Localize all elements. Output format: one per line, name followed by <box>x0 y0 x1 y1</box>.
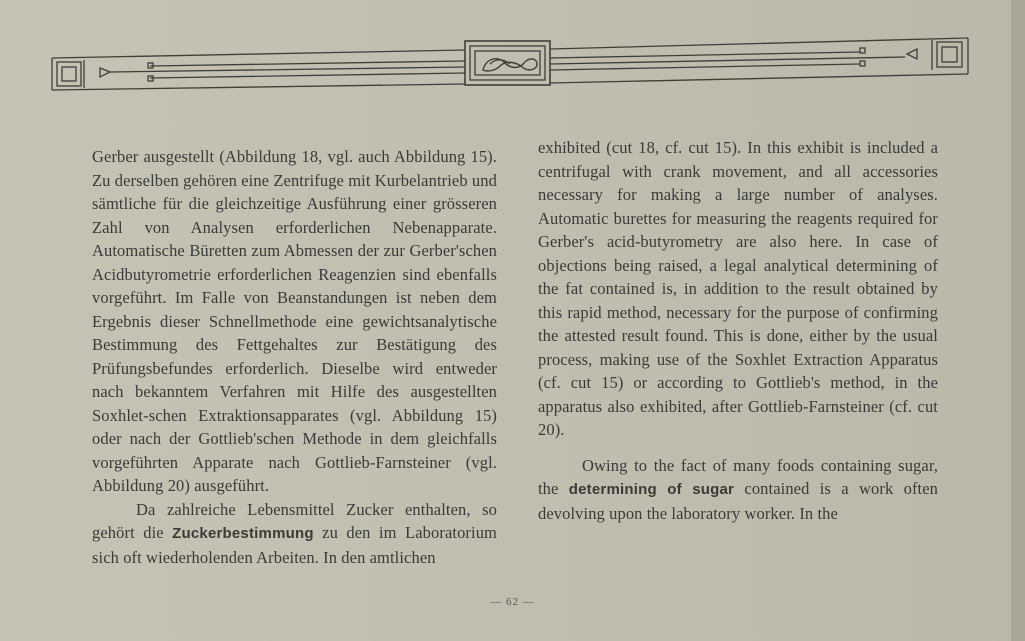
german-paragraph-2: Da zahlreiche Lebensmittel Zucker enthalten, so gehört die Zuckerbestimmung zu den im Laboratorium sich oft wiederholenden Arbeiten. In den amtlichen <box>92 499 497 567</box>
german-paragraph-1: Gerber ausgestellt (Abbildung 18, vgl. auch Abbildung 15). Zu derselben gehören eine Zentrifuge mit Kurbelantrieb und sämtliche für die gleichzeitige Ausführung einer grösseren Zahl von Analysen erforderlichen Nebenapparate. Automatische Büretten zum Abmessen der zur Gerber'schen Acidbutyrometrie erforderlichen Reagenzien sind ebenfalls vorgeführt. Im Falle von Beanstandungen ist neben dem Ergebnis dieser Schnellmethode eine gewichtsanalytische Bestimmung des Fettgehaltes zur Bestätigung des Prüfungsbefundes erforderlich. Dieselbe wird entweder nach bekanntem Verfahren mit Hilfe des ausgestellten Soxhlet-schen Extraktionsapparates (vgl. Abbildung 15) oder nach der Gottlieb'schen Methode in dem gleichfalls vorgeführten Apparate nach Gottlieb-Farnsteiner (vgl. Abbildung 20) ausgeführt. <box>92 147 497 495</box>
german-text-column <box>92 145 497 569</box>
english-bold-term: determining of sugar <box>568 481 735 498</box>
english-text-column <box>538 136 938 525</box>
page-number: — 62 — <box>490 596 535 608</box>
german-bold-term: Zuckerbestimmung <box>172 525 314 542</box>
header-ornament <box>0 0 1025 110</box>
english-paragraph-1: exhibited (cut 18, cf. cut 15). In this exhibit is included a centrifugal with crank movement, and all accessories necessary for making a large number of analyses. Automatic burettes for measuring the reagents required for Gerber's acid-butyrometry are also here. In case of objections being raised, a legal analytical determining of the fat contained is, in addition to the result obtained by this rapid method, necessary for the purpose of confirming the attested result found. This is done, either by the usual process, making use of the Soxhlet Extraction Apparatus (cf. cut 15) or according to Gottlieb's method, in the apparatus also exhibited, after Gottlieb-Farnsteiner (cf. cut 20). <box>538 138 938 439</box>
english-paragraph-2: Owing to the fact of many foods containing sugar, the determining of sugar contained is a work often devolving upon the laboratory worker. In the <box>538 455 938 523</box>
